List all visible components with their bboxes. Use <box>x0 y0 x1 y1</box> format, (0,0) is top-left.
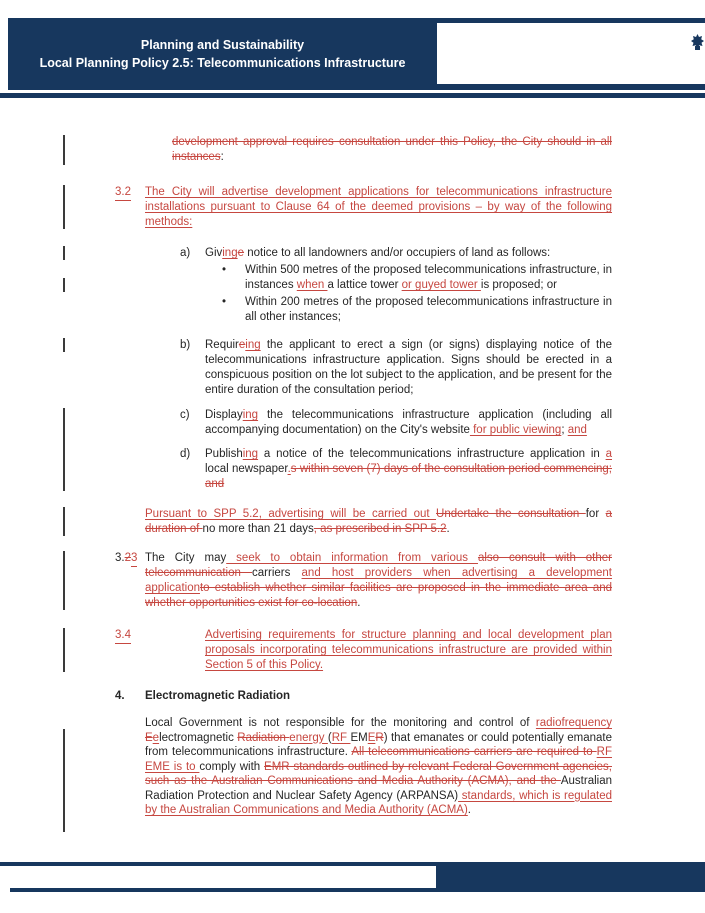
heading-4-electromagnetic-radiation <box>115 689 612 704</box>
text-run: Within 500 metres of the proposed telecommunications infrastructure, in instances <box>245 264 612 291</box>
change-bar <box>63 338 65 352</box>
text-run: no more than 21 days <box>202 523 314 535</box>
text-run: EM <box>350 731 368 744</box>
inserted-text-run: Pursuant to SPP 5.2, advertising will be carried out <box>145 508 437 520</box>
text-run: for <box>585 508 606 520</box>
clause-number <box>180 246 190 261</box>
inserted-text-run: standards, which is regulated by the Australian Communications and Media Authority (ACMA) <box>145 789 612 816</box>
text-run: the telecommunications infrastructure application (including all accompanying documentation) on the City's website <box>205 409 612 436</box>
inserted-text-run: 3.4 <box>115 628 131 644</box>
text-run: local newspaper <box>205 463 288 475</box>
inserted-text-run: ing <box>222 247 238 259</box>
deleted-text-run: a duration of <box>145 508 612 535</box>
text-run: ) that emanates or could potentially emanate from telecommunications infrastructure. <box>145 731 612 758</box>
text-run: . <box>446 523 450 535</box>
inserted-text-run: energy <box>289 731 328 744</box>
paragraph-deleted-intro <box>115 135 612 165</box>
doc-body <box>115 135 612 831</box>
header-logo-box <box>437 23 705 84</box>
clause-3-4 <box>115 628 612 673</box>
clause-3-2 <box>115 185 612 230</box>
inserted-text-run: The City will advertise development applications for telecommunications infrastructure installations pursuant to Clause 64 of the deemed provisions – by way of the following methods: <box>145 186 612 228</box>
text-run: Local Government is not responsible for the monitoring and control of <box>145 717 536 729</box>
clause-3-3 <box>115 551 612 611</box>
text-run: b) <box>180 339 191 351</box>
deleted-text-run: e <box>238 339 246 351</box>
header-title-line2: Local Planning Policy 2.5: Telecommunications Infrastructure <box>39 56 406 70</box>
text-run: The City may <box>145 552 227 564</box>
clause-number <box>115 689 125 704</box>
text-run: c) <box>180 409 190 421</box>
bullet-500-metres <box>115 263 612 293</box>
deleted-text-run: E <box>145 731 153 744</box>
text-run: Requir <box>205 339 239 351</box>
inserted-text-run: ing <box>242 448 259 460</box>
text-run: carriers <box>252 567 302 579</box>
inserted-text-run: seek to obtain information from various <box>226 552 478 564</box>
text-run: Giv <box>205 247 223 259</box>
clause-number <box>115 628 131 644</box>
inserted-text-run: 3.2 <box>115 185 131 201</box>
deleted-text-run: R <box>375 731 384 744</box>
clause-number <box>180 447 190 462</box>
text-run: 3. <box>115 552 125 564</box>
text-run: ; <box>561 424 568 436</box>
bullet-icon: • <box>222 296 227 308</box>
text-run: a) <box>180 247 191 259</box>
text-run: . <box>467 804 471 816</box>
subitem-c <box>115 408 612 438</box>
text-run: Electromagnetic Radiation <box>145 690 291 702</box>
change-bar <box>63 628 65 672</box>
inserted-text-run: a <box>605 448 612 460</box>
inserted-text-run: RF EME is to <box>145 746 612 773</box>
text-run: d) <box>180 448 191 460</box>
text-run: a lattice tower <box>327 279 402 291</box>
text-run: Australian Radiation Protection and Nuclear Safety Agency (ARPANSA) <box>145 775 612 802</box>
change-bar <box>63 729 65 832</box>
text-run: . <box>357 597 361 609</box>
inserted-text-run: for public viewing <box>469 424 562 436</box>
change-bar <box>63 278 65 292</box>
paragraph-emr <box>115 716 612 818</box>
inserted-text-run: and host providers when advertising a development application <box>145 567 613 594</box>
subitem-b <box>115 338 612 398</box>
subitem-a <box>115 246 612 261</box>
inserted-text-run: . <box>287 463 291 475</box>
header-title <box>8 18 437 90</box>
text-run: Publish <box>205 448 243 460</box>
text-run: ( <box>327 731 332 744</box>
change-bar <box>63 185 65 229</box>
inserted-text-run: RF <box>331 731 351 744</box>
inserted-text-run: when <box>296 279 328 291</box>
footer-banner <box>436 862 705 891</box>
paragraph-spp-5-2 <box>115 507 612 537</box>
inserted-text-run: ing <box>242 409 259 421</box>
text-run: is proposed; or <box>480 279 557 291</box>
subitem-d <box>115 447 612 492</box>
inserted-text-run: and <box>567 424 587 436</box>
clause-number <box>115 185 131 201</box>
bullet-icon: • <box>222 264 227 276</box>
text-run: Within 200 metres of the proposed telecommunications infrastructure in all other instances; <box>245 296 612 323</box>
deleted-text-run: e <box>237 247 245 259</box>
header-title-line1: Planning and Sustainability <box>140 38 305 52</box>
inserted-text-run: e <box>152 731 160 744</box>
text-run: lectromagnetic <box>159 731 238 744</box>
text-run: comply with <box>199 760 265 773</box>
change-bar <box>63 408 65 452</box>
deleted-text-run: , as prescribed in SPP 5.2 <box>313 523 447 535</box>
deleted-text-run: Undertake the consultation <box>436 508 586 520</box>
change-bar <box>63 551 65 610</box>
deleted-text-run: 2 <box>124 552 131 564</box>
change-bar <box>63 135 65 165</box>
deleted-text-run: to establish whether similar facilities are proposed in the immediate area and whether opportunities exist for co-location <box>145 582 612 609</box>
clause-number <box>180 408 190 423</box>
text-run: Display <box>205 409 243 421</box>
deleted-text-run: development approval requires consultation under this Policy, the City should in all instances <box>172 136 612 163</box>
change-bar <box>63 447 65 491</box>
deleted-text-run: EMR standards outlined by relevant Federal Government agencies, such as the Australian Communications and Media Authority (ACMA), and the <box>145 760 612 787</box>
clause-number <box>115 551 137 567</box>
text-run: a notice of the telecommunications infrastructure application in <box>258 448 606 460</box>
crest-icon <box>691 34 704 50</box>
deleted-text-run: All telecommunications carriers are required to <box>351 746 597 758</box>
change-bar <box>63 507 65 536</box>
inserted-text-run: 3 <box>131 551 137 567</box>
deleted-text-run: also consult with other telecommunication <box>145 552 612 579</box>
inserted-text-run: E <box>367 731 376 744</box>
footer-rule-bottom <box>10 888 705 892</box>
text-run: 4. <box>115 690 125 702</box>
text-run: : <box>220 151 224 163</box>
inserted-text-run: or guyed tower <box>401 279 481 291</box>
clause-number <box>180 338 190 353</box>
text-run: notice to all landowners and/or occupiers of land as follows: <box>244 247 551 259</box>
change-bar <box>63 246 65 260</box>
bullet-200-metres <box>115 295 612 325</box>
deleted-text-run: Radiation <box>237 731 290 744</box>
inserted-text-run: ing <box>245 339 261 351</box>
deleted-text-run: s within seven (7) days of the consultation period commencing; and <box>205 463 612 490</box>
header-rule <box>0 93 705 98</box>
inserted-text-run: radiofrequency <box>535 717 612 729</box>
inserted-text-run: Advertising requirements for structure planning and local development plan proposals incorporating telecommunications infrastructure are provided within Section 5 of this Policy. <box>205 629 612 671</box>
text-run: the applicant to erect a sign (or signs) displaying notice of the telecommunications infrastructure application. Signs should be erected in a conspicuous position on the lot subject to the application, and be present for the entire duration of the consultation period; <box>205 339 612 396</box>
